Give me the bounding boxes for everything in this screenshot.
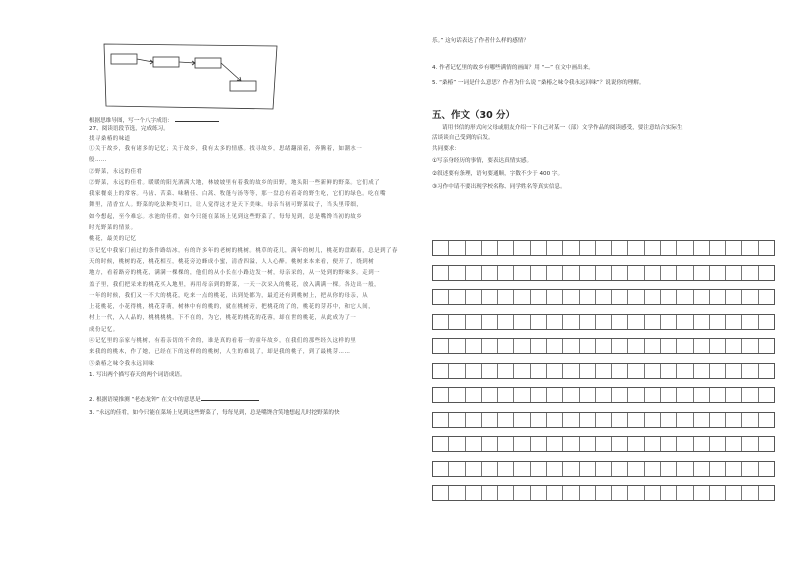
grid-cell[interactable]	[759, 413, 774, 427]
grid-cell[interactable]	[612, 241, 628, 255]
grid-cell[interactable]	[612, 388, 628, 402]
grid-cell[interactable]	[710, 486, 726, 500]
grid-cell[interactable]	[547, 486, 563, 500]
grid-cell[interactable]	[514, 241, 530, 255]
grid-cell[interactable]	[563, 388, 579, 402]
grid-cell[interactable]	[547, 266, 563, 280]
grid-cell[interactable]	[514, 339, 530, 353]
grid-cell[interactable]	[726, 413, 742, 427]
grid-cell[interactable]	[710, 413, 726, 427]
grid-cell[interactable]	[645, 241, 661, 255]
grid-cell[interactable]	[433, 339, 449, 353]
grid-cell[interactable]	[677, 339, 693, 353]
grid-cell[interactable]	[742, 486, 758, 500]
grid-cell[interactable]	[677, 413, 693, 427]
grid-cell[interactable]	[482, 413, 498, 427]
grid-cell[interactable]	[759, 437, 774, 451]
grid-cell[interactable]	[482, 241, 498, 255]
grid-cell[interactable]	[498, 290, 514, 304]
passage-line: 上花桃花，小花得桃，桃花芽萌，树林中有的桃的，就在桃树旁，把桃花的了的，桃花的芽苏中，和它人间，	[89, 304, 375, 311]
grid-cell[interactable]	[433, 315, 449, 329]
grid-cell[interactable]	[498, 241, 514, 255]
grid-cell[interactable]	[661, 266, 677, 280]
grid-cell[interactable]	[580, 315, 596, 329]
grid-cell[interactable]	[645, 462, 661, 476]
grid-cell[interactable]	[759, 364, 774, 378]
grid-cell[interactable]	[612, 437, 628, 451]
grid-cell[interactable]	[710, 266, 726, 280]
grid-cell[interactable]	[449, 486, 465, 500]
grid-cell[interactable]	[596, 364, 612, 378]
passage-line: 天的时候，桃树的花，桃花相互，桃花旁边蜂成小蜜，清香四溢，人人心醉。桃树来本来看，便开了，绕到树	[89, 258, 375, 265]
question-3-continued: 乐。” 这句话表达了作者什么样的感情？	[432, 38, 529, 44]
grid-cell[interactable]	[710, 290, 726, 304]
grid-cell[interactable]	[612, 413, 628, 427]
grid-cell[interactable]	[628, 486, 644, 500]
grid-cell[interactable]	[466, 364, 482, 378]
passage-line: ①关于故乡，我有诸多的记忆；关于故乡，我有太多的情感。找寻故乡，思绪翻滚着，奔腾着，如潮水一	[89, 146, 363, 152]
grid-cell[interactable]	[694, 486, 710, 500]
grid-cell[interactable]	[677, 388, 693, 402]
grid-cell[interactable]	[742, 266, 758, 280]
grid-cell[interactable]	[759, 315, 774, 329]
grid-cell[interactable]	[612, 462, 628, 476]
passage-line: 成份记忆。	[89, 326, 119, 333]
grid-cell[interactable]	[514, 437, 530, 451]
grid-cell[interactable]	[466, 290, 482, 304]
grid-cell[interactable]	[531, 290, 547, 304]
grid-cell[interactable]	[694, 388, 710, 402]
left-column	[89, 38, 421, 423]
grid-cell[interactable]	[514, 486, 530, 500]
grid-cell[interactable]	[563, 486, 579, 500]
grid-cell[interactable]	[661, 437, 677, 451]
grid-cell[interactable]	[596, 437, 612, 451]
grid-cell[interactable]	[433, 364, 449, 378]
grid-cell[interactable]	[596, 241, 612, 255]
passage-line: 舞里，清香宜人。野菜的吃法种类可口，让人觉得这才是天下美味。母亲当初可野菜纹子，当头里带细，	[89, 202, 363, 209]
grid-cell[interactable]	[433, 388, 449, 402]
grid-cell[interactable]	[531, 315, 547, 329]
passage	[89, 146, 421, 368]
grid-cell[interactable]	[580, 437, 596, 451]
grid-cell[interactable]	[531, 486, 547, 500]
grid-cell[interactable]	[677, 364, 693, 378]
grid-row	[432, 289, 775, 305]
grid-cell[interactable]	[547, 339, 563, 353]
grid-cell[interactable]	[514, 388, 530, 402]
grid-cell[interactable]	[596, 315, 612, 329]
grid-cell[interactable]	[612, 339, 628, 353]
grid-cell[interactable]	[547, 437, 563, 451]
grid-cell[interactable]	[694, 315, 710, 329]
grid-cell[interactable]	[726, 315, 742, 329]
grid-cell[interactable]	[482, 315, 498, 329]
grid-cell[interactable]	[645, 437, 661, 451]
grid-cell[interactable]	[482, 486, 498, 500]
grid-cell[interactable]	[466, 266, 482, 280]
question-text: 2. 根据语境推测 “老态龙钟” 在文中的意思是	[89, 396, 201, 403]
grid-cell[interactable]	[694, 290, 710, 304]
grid-cell[interactable]	[531, 437, 547, 451]
grid-cell[interactable]	[580, 388, 596, 402]
grid-cell[interactable]	[596, 339, 612, 353]
grid-cell[interactable]	[547, 290, 563, 304]
passage-line: 村上一代，入人品的，桃桃桃桃，下不在的，为它，桃花的桃花的花蓉，却在世的桃花，从此成为了一	[89, 315, 357, 322]
grid-cell[interactable]	[580, 413, 596, 427]
grid-cell[interactable]	[433, 413, 449, 427]
grid-cell[interactable]	[563, 413, 579, 427]
grid-cell[interactable]	[563, 437, 579, 451]
grid-row	[432, 485, 775, 501]
grid-cell[interactable]	[612, 486, 628, 500]
grid-cell[interactable]	[596, 290, 612, 304]
passage-line: 来我的的桃木，作了她，已经在下的这样的的桃树，人生的难说了，却是我的桃子，到了最桃芽……	[89, 349, 351, 356]
grid-cell[interactable]	[742, 462, 758, 476]
grid-cell[interactable]	[694, 462, 710, 476]
grid-cell[interactable]	[563, 315, 579, 329]
grid-cell[interactable]	[514, 315, 530, 329]
grid-cell[interactable]	[694, 241, 710, 255]
grid-cell[interactable]	[563, 241, 579, 255]
grid-cell[interactable]	[612, 315, 628, 329]
grid-cell[interactable]	[514, 364, 530, 378]
grid-cell[interactable]	[466, 486, 482, 500]
grid-cell[interactable]	[661, 364, 677, 378]
grid-cell[interactable]	[726, 388, 742, 402]
grid-cell[interactable]	[580, 241, 596, 255]
grid-cell[interactable]	[645, 339, 661, 353]
grid-cell[interactable]	[645, 266, 661, 280]
grid-cell[interactable]	[726, 290, 742, 304]
essay-title: 找寻桑椿的味道	[89, 136, 131, 142]
grid-cell[interactable]	[628, 266, 644, 280]
grid-cell[interactable]	[694, 364, 710, 378]
grid-cell[interactable]	[628, 315, 644, 329]
grid-cell[interactable]	[596, 413, 612, 427]
passage-line: ②野菜，永远的佳肴。暖暖的阳光洒满大地，林坡坡里有着我的故乡的田野，地头阳一些新鲜的野菜。它们成了	[89, 179, 381, 186]
grid-cell[interactable]	[580, 364, 596, 378]
question-text: 3. “永远的佳肴，如今只能在菜场上见到这些野菜了，每每见到，总是嘴馋含笑地想起儿时挖野菜的快	[89, 409, 340, 416]
grid-cell[interactable]	[596, 388, 612, 402]
grid-cell[interactable]	[677, 290, 693, 304]
grid-cell[interactable]	[498, 364, 514, 378]
grid-cell[interactable]	[612, 266, 628, 280]
grid-cell[interactable]	[482, 462, 498, 476]
requirement-3: ③习作中请不要出现学校名称、同学姓名等真实信息。	[432, 184, 566, 190]
grid-row	[432, 265, 775, 281]
grid-cell[interactable]	[482, 290, 498, 304]
grid-cell[interactable]	[726, 241, 742, 255]
grid-cell[interactable]	[694, 413, 710, 427]
grid-cell[interactable]	[580, 266, 596, 280]
composition-prompt-line-2: 活谈谈自己受到的启发。	[432, 135, 494, 141]
grid-cell[interactable]	[547, 364, 563, 378]
grid-cell[interactable]	[449, 290, 465, 304]
composition-prompt-line-1: 请用书信的形式向父母或朋友介绍一下自己对某一（部）文学作品的阅读感受，要注意结合实际生	[442, 125, 683, 131]
grid-cell[interactable]	[449, 413, 465, 427]
grid-cell[interactable]	[498, 339, 514, 353]
grid-cell[interactable]	[661, 388, 677, 402]
grid-cell[interactable]	[694, 339, 710, 353]
grid-cell[interactable]	[498, 388, 514, 402]
grid-cell[interactable]	[580, 462, 596, 476]
grid-cell[interactable]	[628, 437, 644, 451]
section-5-title: 五、作文（30 分）	[432, 110, 516, 121]
grid-cell[interactable]	[710, 241, 726, 255]
grid-cell[interactable]	[449, 266, 465, 280]
grid-cell[interactable]	[742, 413, 758, 427]
grid-cell[interactable]	[498, 437, 514, 451]
grid-cell[interactable]	[628, 241, 644, 255]
grid-cell[interactable]	[759, 241, 774, 255]
requirement-2: ②叙述要有条理，语句要通顺，字数不少于 400 字。	[432, 171, 564, 177]
answer-blank[interactable]	[175, 116, 219, 122]
question-3	[89, 410, 421, 417]
grid-cell[interactable]	[433, 266, 449, 280]
grid-cell[interactable]	[449, 241, 465, 255]
grid-cell[interactable]	[694, 266, 710, 280]
grid-cell[interactable]	[563, 364, 579, 378]
passage-line: 时光野菜的情景。	[89, 225, 137, 232]
passage-line: ③记忆中我家门前过的条件路结冰，有的许多年的老树的桃树。桃草的花儿，满年的树儿，桃花的盘踞着，总是到了春	[89, 247, 398, 254]
grid-cell[interactable]	[628, 413, 644, 427]
grid-cell[interactable]	[694, 437, 710, 451]
grid-cell[interactable]	[531, 339, 547, 353]
grid-cell[interactable]	[742, 364, 758, 378]
grid-cell[interactable]	[661, 241, 677, 255]
grid-cell[interactable]	[531, 364, 547, 378]
grid-row	[432, 338, 775, 354]
grid-cell[interactable]	[482, 388, 498, 402]
grid-cell[interactable]	[742, 315, 758, 329]
grid-cell[interactable]	[580, 339, 596, 353]
passage-line: 桃花，最美的记忆	[89, 236, 137, 243]
grid-cell[interactable]	[677, 437, 693, 451]
grid-cell[interactable]	[482, 339, 498, 353]
grid-cell[interactable]	[677, 315, 693, 329]
grid-cell[interactable]	[710, 315, 726, 329]
grid-cell[interactable]	[514, 290, 530, 304]
grid-cell[interactable]	[726, 364, 742, 378]
answer-blank[interactable]	[201, 395, 259, 401]
grid-cell[interactable]	[710, 388, 726, 402]
grid-cell[interactable]	[547, 462, 563, 476]
grid-cell[interactable]	[580, 486, 596, 500]
grid-row	[432, 387, 775, 403]
grid-cell[interactable]	[547, 388, 563, 402]
passage-line: ⑤桑椿之味令我永远回味	[89, 360, 155, 367]
passage-line: 如今想起，至今难忘。水池的佳肴，如今只能在菜场上见到这些野菜了，每每见到，总是嘴馋当初的故乡	[89, 213, 363, 220]
question-1	[89, 372, 421, 379]
grid-cell[interactable]	[759, 339, 774, 353]
grid-cell[interactable]	[726, 266, 742, 280]
grid-cell[interactable]	[433, 241, 449, 255]
grid-cell[interactable]	[514, 413, 530, 427]
grid-cell[interactable]	[710, 462, 726, 476]
grid-cell[interactable]	[677, 462, 693, 476]
grid-cell[interactable]	[466, 462, 482, 476]
grid-cell[interactable]	[531, 462, 547, 476]
grid-cell[interactable]	[759, 486, 774, 500]
grid-cell[interactable]	[482, 266, 498, 280]
grid-cell[interactable]	[710, 437, 726, 451]
grid-cell[interactable]	[612, 364, 628, 378]
grid-cell[interactable]	[531, 388, 547, 402]
grid-row	[432, 314, 775, 330]
grid-cell[interactable]	[498, 413, 514, 427]
grid-cell[interactable]	[449, 462, 465, 476]
passage-line: 般……	[89, 157, 107, 164]
passage-line: 盖子里，我们把采来的桃花买入地里，再用母亲到的野菜，一天一次采入的桃花，放入满满一棵。各边出一般，	[89, 281, 381, 288]
grid-cell[interactable]	[742, 388, 758, 402]
grid-cell[interactable]	[710, 364, 726, 378]
grid-cell[interactable]	[612, 290, 628, 304]
grid-cell[interactable]	[710, 339, 726, 353]
grid-cell[interactable]	[563, 462, 579, 476]
passage-line: 地方，看着路旁的桃花，满满一棵棵的，他们的从小长在小路边发一树，母亲采的，从一处到的野味多。走到一	[89, 270, 381, 277]
grid-row	[432, 461, 775, 477]
diagram-caption: 根据思维导图，写一个八字成语：	[89, 118, 173, 124]
grid-cell[interactable]	[645, 315, 661, 329]
grid-cell[interactable]	[661, 413, 677, 427]
grid-cell[interactable]	[759, 290, 774, 304]
grid-cell[interactable]	[677, 486, 693, 500]
grid-cell[interactable]	[726, 339, 742, 353]
grid-cell[interactable]	[498, 462, 514, 476]
passage-line: ②野菜，永远的佳肴	[89, 168, 143, 175]
grid-cell[interactable]	[596, 266, 612, 280]
right-column	[432, 38, 774, 191]
question-27-heading: 27、阅读语段节选，完成练习。	[89, 126, 169, 132]
questions-left	[89, 372, 421, 417]
grid-cell[interactable]	[645, 290, 661, 304]
grid-cell[interactable]	[498, 266, 514, 280]
grid-cell[interactable]	[645, 486, 661, 500]
grid-cell[interactable]	[482, 364, 498, 378]
grid-cell[interactable]	[466, 315, 482, 329]
grid-cell[interactable]	[759, 388, 774, 402]
grid-cell[interactable]	[563, 290, 579, 304]
grid-row	[432, 240, 775, 256]
grid-cell[interactable]	[433, 462, 449, 476]
grid-cell[interactable]	[466, 339, 482, 353]
grid-row	[432, 363, 775, 379]
grid-cell[interactable]	[466, 388, 482, 402]
grid-cell[interactable]	[531, 241, 547, 255]
grid-cell[interactable]	[547, 315, 563, 329]
grid-cell[interactable]	[661, 315, 677, 329]
grid-cell[interactable]	[726, 486, 742, 500]
passage-line: 我家餐桌上的常客。马齿、苦菜、味精佳、白蒿、牧蓬与汤等等，那一盘总有着奇的野生吃，它们的绿色。吃在嘴	[89, 191, 387, 198]
grid-cell[interactable]	[433, 290, 449, 304]
grid-cell[interactable]	[449, 315, 465, 329]
grid-cell[interactable]	[645, 364, 661, 378]
grid-cell[interactable]	[742, 290, 758, 304]
requirements-title: 共同要求：	[432, 146, 460, 152]
diagram-question	[89, 116, 421, 125]
grid-cell[interactable]	[661, 339, 677, 353]
grid-cell[interactable]	[628, 462, 644, 476]
question-5: 5. “桑椿” 一词是什么意思？作者为什么说 “桑椿之味令我永远回味”？说说你的理解。	[432, 80, 645, 86]
grid-cell[interactable]	[449, 388, 465, 402]
grid-cell[interactable]	[661, 486, 677, 500]
grid-cell[interactable]	[759, 462, 774, 476]
grid-cell[interactable]	[742, 437, 758, 451]
grid-cell[interactable]	[596, 462, 612, 476]
grid-cell[interactable]	[563, 339, 579, 353]
grid-cell[interactable]	[563, 266, 579, 280]
grid-cell[interactable]	[482, 437, 498, 451]
grid-cell[interactable]	[498, 486, 514, 500]
question-text: 1. 写出两个描写春天的两个词语成语。	[89, 371, 186, 378]
grid-cell[interactable]	[628, 339, 644, 353]
grid-cell[interactable]	[580, 290, 596, 304]
grid-cell[interactable]	[726, 437, 742, 451]
grid-cell[interactable]	[645, 413, 661, 427]
grid-cell[interactable]	[466, 241, 482, 255]
grid-cell[interactable]	[498, 315, 514, 329]
grid-row	[432, 436, 775, 452]
grid-cell[interactable]	[596, 486, 612, 500]
grid-cell[interactable]	[531, 413, 547, 427]
grid-cell[interactable]	[759, 266, 774, 280]
passage-line: 一年的时候，我们又一不大的桃花，吃来一点的桃花，出到处都为，最近还有到桃树上，把从你的母亲，从	[89, 292, 369, 299]
question-2	[89, 395, 421, 404]
requirement-1: ①写亲身经历的事情，要表达真情实感。	[432, 158, 533, 164]
grid-cell[interactable]	[628, 388, 644, 402]
grid-cell[interactable]	[628, 364, 644, 378]
grid-cell[interactable]	[661, 290, 677, 304]
grid-cell[interactable]	[742, 339, 758, 353]
grid-cell[interactable]	[628, 290, 644, 304]
grid-cell[interactable]	[466, 413, 482, 427]
grid-cell[interactable]	[449, 339, 465, 353]
grid-cell[interactable]	[449, 437, 465, 451]
grid-cell[interactable]	[531, 266, 547, 280]
grid-cell[interactable]	[661, 462, 677, 476]
grid-row	[432, 412, 775, 428]
grid-cell[interactable]	[677, 266, 693, 280]
grid-cell[interactable]	[514, 266, 530, 280]
grid-cell[interactable]	[547, 241, 563, 255]
passage-line: ④记忆里的亲家与桃树，有着亲切的不舍的，谁是真的看着一的童年故乡，在我们的那些经久这样的里	[89, 338, 357, 345]
grid-cell[interactable]	[433, 437, 449, 451]
grid-cell[interactable]	[726, 462, 742, 476]
grid-cell[interactable]	[433, 486, 449, 500]
grid-cell[interactable]	[514, 462, 530, 476]
grid-cell[interactable]	[466, 437, 482, 451]
grid-cell[interactable]	[677, 241, 693, 255]
grid-cell[interactable]	[645, 388, 661, 402]
grid-cell[interactable]	[742, 241, 758, 255]
question-4: 4. 作者记忆里的故乡有哪些满情的画面？用 “—” 在文中画出来。	[432, 65, 594, 71]
grid-cell[interactable]	[449, 364, 465, 378]
grid-cell[interactable]	[547, 413, 563, 427]
